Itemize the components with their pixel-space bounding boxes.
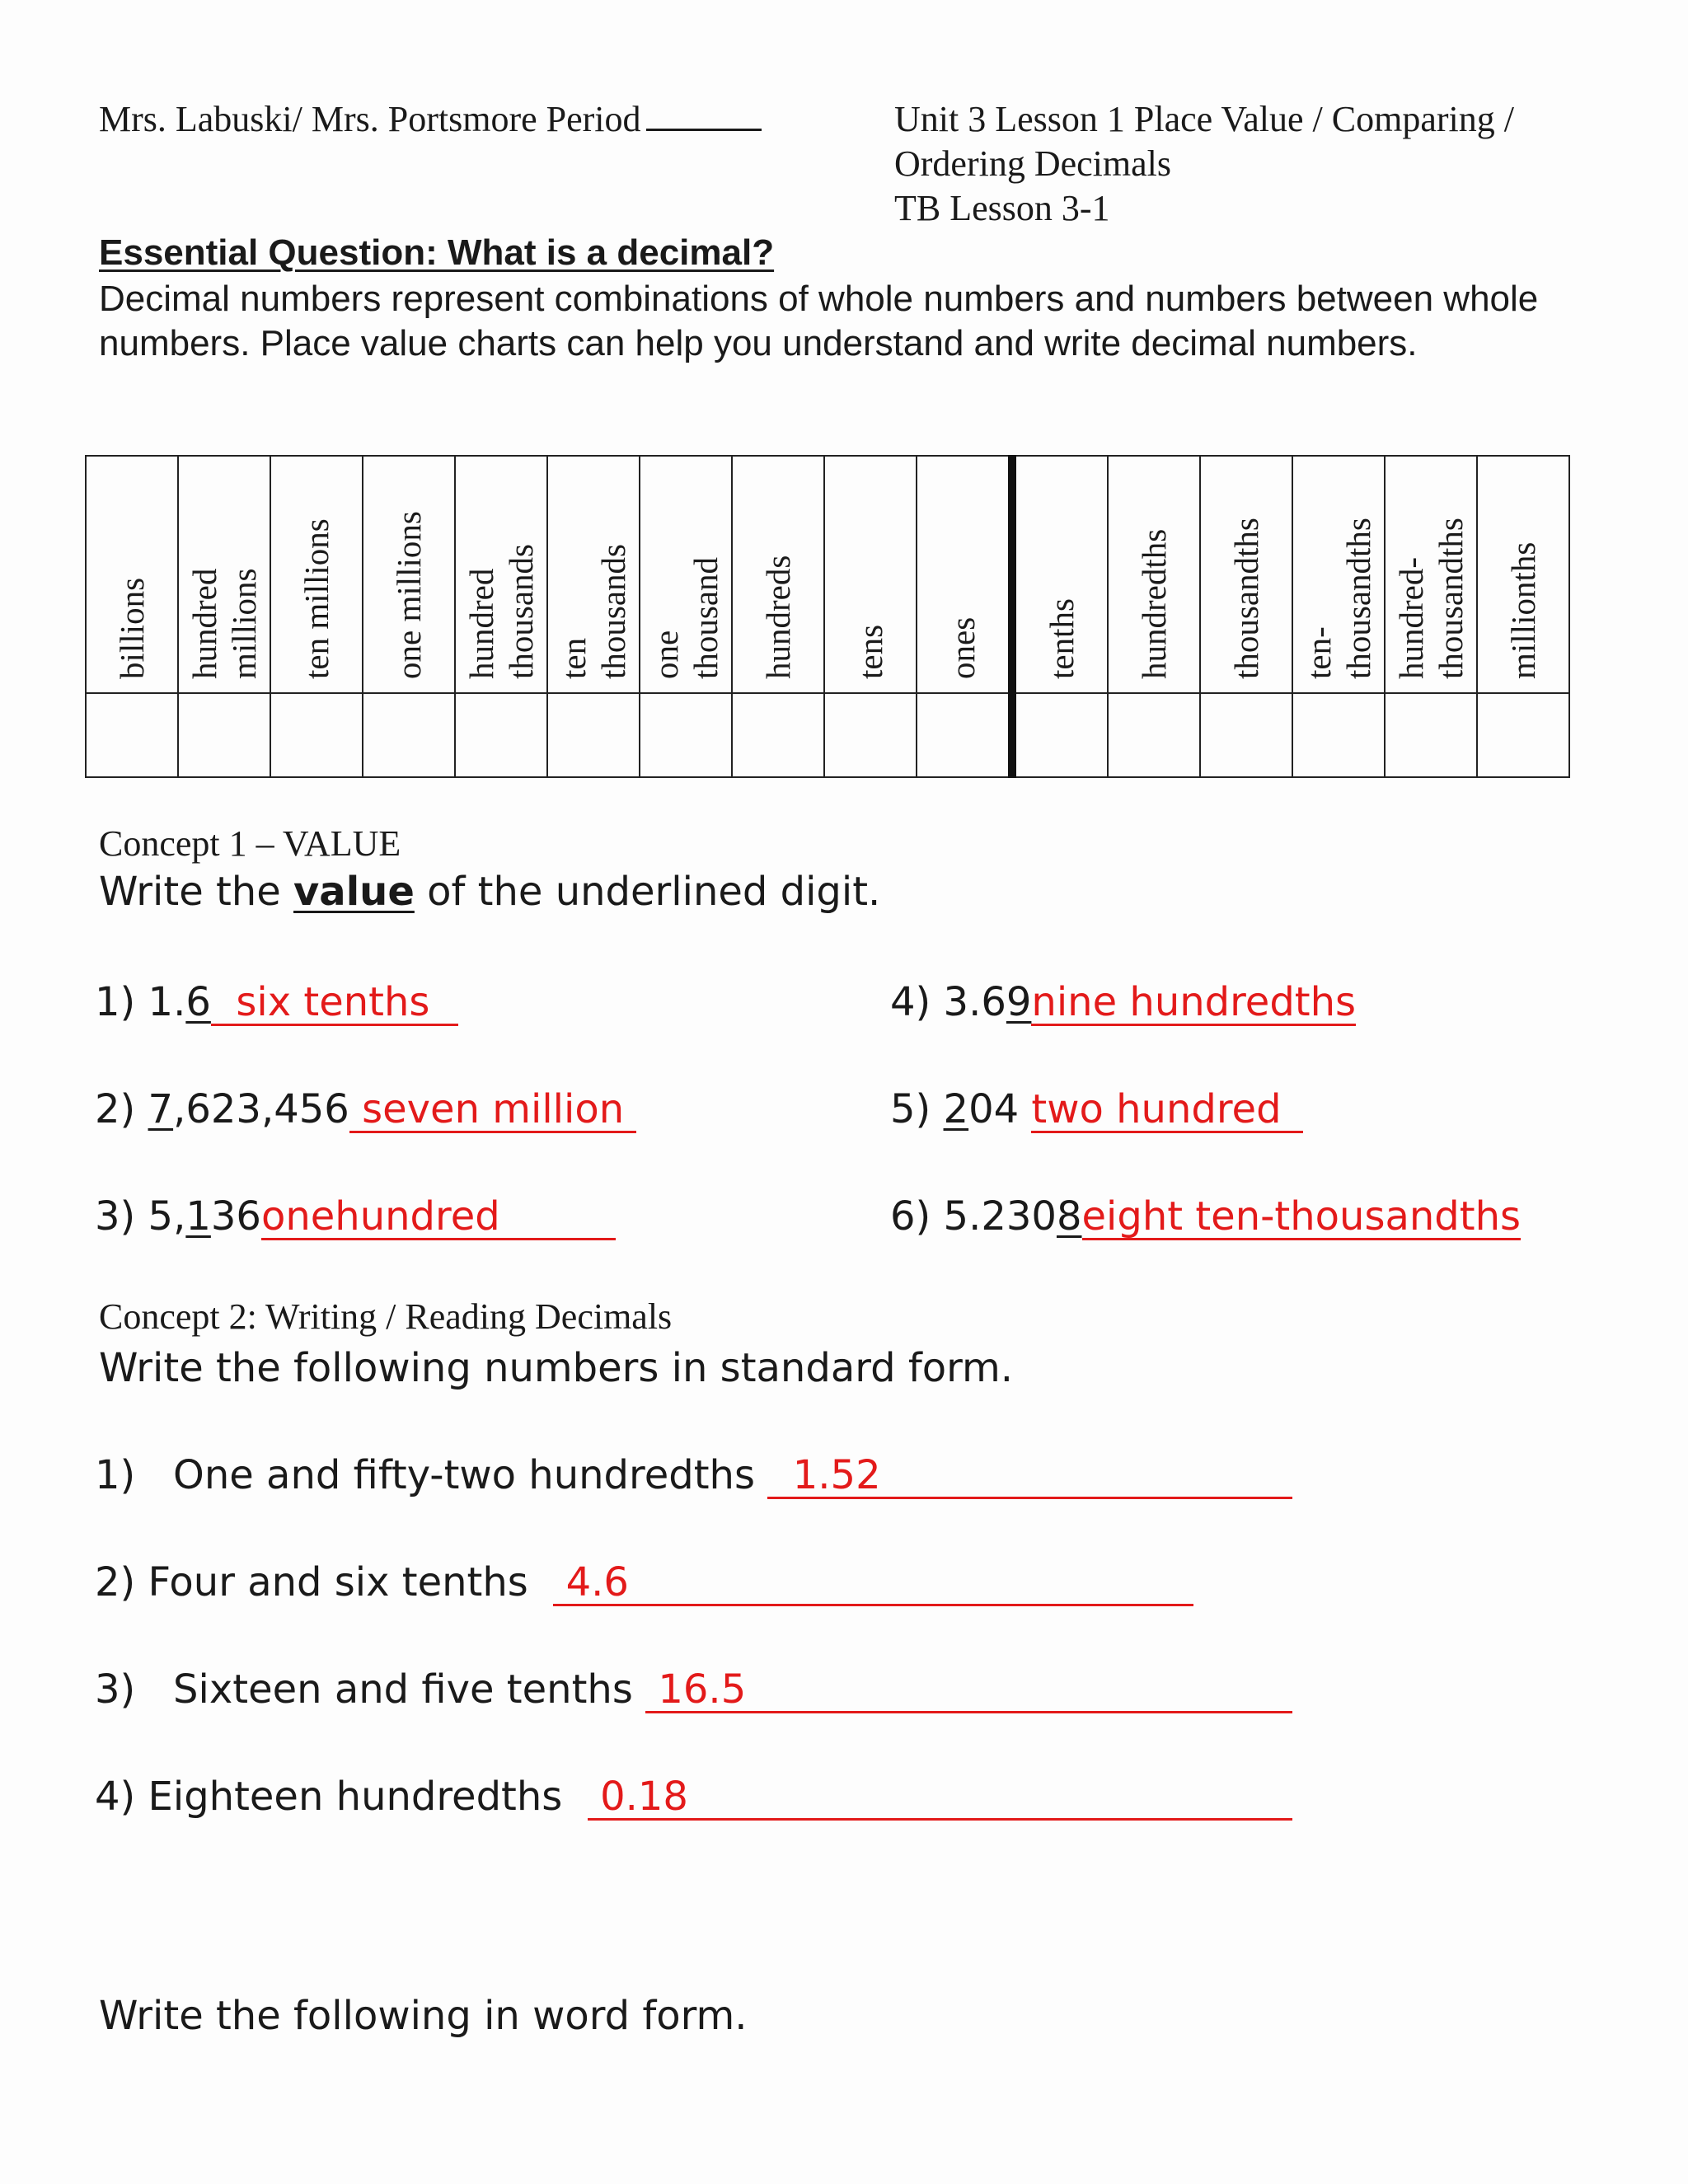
place-value-entry-cell[interactable] xyxy=(270,693,363,777)
place-value-entry-cell[interactable] xyxy=(86,693,178,777)
place-value-entry-cell[interactable] xyxy=(455,693,547,777)
place-value-column-header xyxy=(1200,456,1292,693)
concept2-question-2 xyxy=(95,1559,1193,1606)
answer-field[interactable]: nine hundredths xyxy=(1031,979,1357,1025)
place-value-label: tenths xyxy=(1043,598,1081,679)
question-number: 6) xyxy=(890,1193,944,1240)
concept1-question-2 xyxy=(95,1086,636,1133)
underlined-digit: 1 xyxy=(185,1193,211,1240)
period-blank[interactable] xyxy=(646,99,762,131)
underlined-digit: 2 xyxy=(943,1086,969,1132)
place-value-column-header xyxy=(1012,456,1108,693)
place-value-label: hundredths xyxy=(1135,528,1173,679)
underlined-digit: 6 xyxy=(185,979,211,1025)
instruction-post: of the underlined digit. xyxy=(414,869,881,915)
place-value-label: hundred thousands xyxy=(462,544,540,679)
question-prompt: 1) One and fifty-two hundredths xyxy=(95,1452,768,1498)
concept2-question-1 xyxy=(95,1452,1292,1499)
place-value-chart xyxy=(85,455,1570,778)
lesson-title-line1: Unit 3 Lesson 1 Place Value / Comparing / xyxy=(894,99,1514,139)
question-number-text: 1. xyxy=(148,979,186,1025)
underlined-digit: 9 xyxy=(1006,979,1032,1025)
place-value-column-header xyxy=(1108,456,1200,693)
lesson-title xyxy=(894,97,1514,231)
place-value-label: hundred- thousandths xyxy=(1392,518,1470,679)
concept1-question-3 xyxy=(95,1193,616,1240)
concept1-question-6 xyxy=(890,1193,1521,1240)
instruction-pre: Write the xyxy=(99,869,294,915)
place-value-column-header xyxy=(640,456,732,693)
answer-field[interactable]: 1.52 xyxy=(767,1454,1292,1499)
place-value-column-header xyxy=(824,456,917,693)
question-number: 2) xyxy=(95,1086,148,1132)
place-value-label: one thousand xyxy=(647,556,724,679)
place-value-entry-cell[interactable] xyxy=(917,693,1012,777)
place-value-entry-cell[interactable] xyxy=(178,693,270,777)
question-prompt: 2) Four and six tenths xyxy=(95,1559,554,1605)
answer-field[interactable]: 0.18 xyxy=(588,1775,1292,1821)
place-value-label: ten millions xyxy=(298,518,335,679)
place-value-label: ones xyxy=(944,616,982,679)
underlined-digit: 7 xyxy=(148,1086,174,1132)
place-value-entry-cell[interactable] xyxy=(1108,693,1200,777)
lesson-title-line3: TB Lesson 3-1 xyxy=(894,188,1110,228)
question-number: 4) xyxy=(890,979,944,1025)
lesson-title-line2: Ordering Decimals xyxy=(894,143,1171,184)
place-value-label: billions xyxy=(113,577,151,679)
answer-field[interactable]: 4.6 xyxy=(553,1561,1193,1606)
question-number-text: 5.230 xyxy=(943,1193,1057,1240)
question-prompt: 4) Eighteen hundredths xyxy=(95,1774,588,1820)
concept1-instruction xyxy=(99,869,880,915)
place-value-column-header xyxy=(1477,456,1569,693)
answer-field[interactable]: two hundred xyxy=(1031,1088,1303,1133)
concept1-title: Concept 1 – VALUE xyxy=(99,823,401,864)
place-value-label: tens xyxy=(851,624,889,679)
place-value-column-header xyxy=(270,456,363,693)
place-value-label: one millions xyxy=(390,511,428,679)
place-value-column-header xyxy=(1292,456,1385,693)
answer-field[interactable]: 16.5 xyxy=(645,1668,1292,1713)
concept1-question-4 xyxy=(890,979,1356,1026)
question-number: 3) xyxy=(95,1193,148,1240)
teacher-name: Mrs. Labuski/ Mrs. Portsmore Period xyxy=(99,99,641,139)
answer-field[interactable]: seven million xyxy=(349,1086,637,1132)
concept2-instruction: Write the following numbers in standard form. xyxy=(99,1345,1014,1391)
place-value-label: thousandths xyxy=(1227,518,1265,679)
place-value-entry-cell[interactable] xyxy=(1477,693,1569,777)
place-value-label: hundred millions xyxy=(185,568,263,679)
question-number-text: 04 xyxy=(968,1086,1032,1132)
question-prompt: 3) Sixteen and five tenths xyxy=(95,1666,646,1713)
concept1-question-1 xyxy=(95,979,458,1026)
place-value-entry-cell[interactable] xyxy=(640,693,732,777)
place-value-label: millionths xyxy=(1504,541,1542,679)
place-value-column-header xyxy=(732,456,824,693)
place-value-column-header xyxy=(178,456,270,693)
instruction-bold-value: value xyxy=(293,869,415,915)
concept2-question-3 xyxy=(95,1666,1292,1713)
question-number: 5) xyxy=(890,1086,944,1132)
question-number-text: 36 xyxy=(210,1193,261,1240)
answer-field[interactable]: onehundred xyxy=(261,1195,616,1240)
underlined-digit: 8 xyxy=(1056,1193,1082,1240)
place-value-label: ten thousands xyxy=(555,544,632,679)
concept1-question-5 xyxy=(890,1086,1303,1133)
place-value-column-header xyxy=(917,456,1012,693)
place-value-label: hundreds xyxy=(759,555,797,679)
question-number-text: ,623,456 xyxy=(173,1086,349,1132)
place-value-entry-cell[interactable] xyxy=(732,693,824,777)
answer-field[interactable]: eight ten-thousandths xyxy=(1081,1193,1522,1240)
place-value-entry-cell[interactable] xyxy=(1385,693,1477,777)
place-value-entry-cell[interactable] xyxy=(547,693,640,777)
place-value-column-header xyxy=(86,456,178,693)
concept2-title: Concept 2: Writing / Reading Decimals xyxy=(99,1296,673,1337)
word-form-instruction: Write the following in word form. xyxy=(99,1993,748,2039)
question-number: 1) xyxy=(95,979,148,1025)
place-value-entry-cell[interactable] xyxy=(824,693,917,777)
answer-field[interactable]: six tenths xyxy=(211,981,458,1026)
question-number-text: 3.6 xyxy=(943,979,1006,1025)
essential-question-title: Essential Question: What is a decimal? xyxy=(99,232,775,273)
place-value-entry-cell[interactable] xyxy=(363,693,455,777)
place-value-entry-cell[interactable] xyxy=(1200,693,1292,777)
place-value-column-header xyxy=(455,456,547,693)
teacher-period-line xyxy=(99,97,762,142)
place-value-entry-cell[interactable] xyxy=(1292,693,1385,777)
place-value-label: ten- thousandths xyxy=(1300,518,1377,679)
place-value-column-header xyxy=(1385,456,1477,693)
place-value-header-row xyxy=(86,456,1569,693)
concept2-question-4 xyxy=(95,1774,1292,1821)
place-value-entry-cell[interactable] xyxy=(1012,693,1108,777)
place-value-column-header xyxy=(547,456,640,693)
essential-question-text: Decimal numbers represent combinations of whole numbers and numbers between whole numbers. Place value charts can help you understand and write decimal numbers. xyxy=(99,279,1539,363)
place-value-column-header xyxy=(363,456,455,693)
question-number-text: 5, xyxy=(148,1193,186,1240)
place-value-entry-row xyxy=(86,693,1569,777)
